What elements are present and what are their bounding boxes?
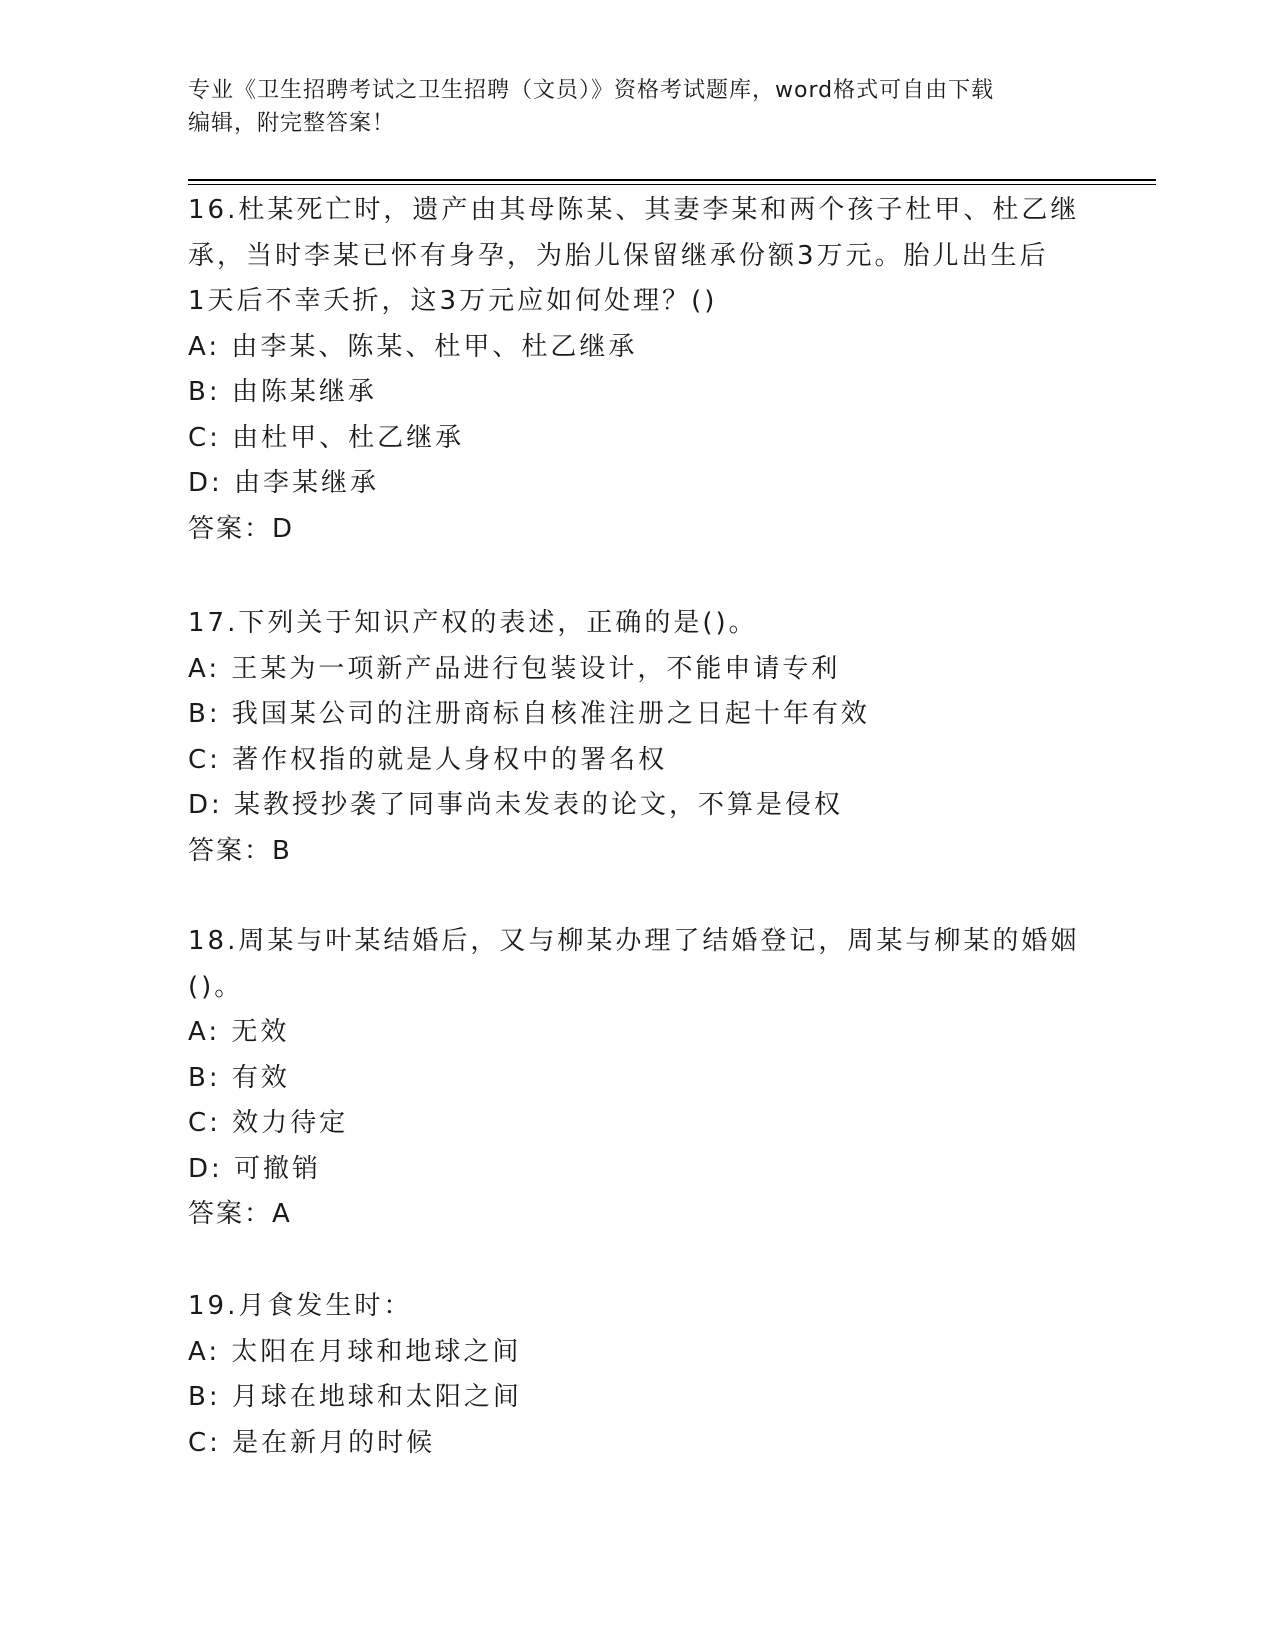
question-text-line: ()。 (188, 971, 244, 1002)
header-divider-thick (188, 179, 1156, 181)
option-c: C: 是在新月的时候 (188, 1427, 436, 1458)
question-18 (188, 919, 1088, 1238)
option-b: B: 月球在地球和太阳之间 (188, 1382, 522, 1412)
option-b: B: 由陈某继承 (188, 377, 377, 407)
answer-label: 答案：D (188, 513, 295, 544)
option-c: C: 效力待定 (188, 1108, 349, 1138)
document-header (188, 74, 1088, 140)
question-17 (188, 601, 1088, 874)
question-text-line: 18.周某与叶某结婚后，又与柳某办理了结婚登记，周某与柳某的婚姻 (188, 926, 1080, 956)
answer-label: 答案：B (188, 835, 292, 866)
header-divider-thin (188, 184, 1156, 185)
option-d: D: 某教授抄袭了同事尚未发表的论文，不算是侵权 (188, 790, 844, 820)
option-a: A: 无效 (188, 1017, 290, 1047)
header-line-1: 专业《卫生招聘考试之卫生招聘（文员）》资格考试题库，word格式可自由下载 (188, 78, 995, 103)
question-19 (188, 1284, 1088, 1466)
option-b: B: 我国某公司的注册商标自核准注册之日起十年有效 (188, 699, 870, 729)
question-text-line: 17.下列关于知识产权的表述，正确的是()。 (188, 608, 758, 638)
question-text-line: 16.杜某死亡时，遗产由其母陈某、其妻李某和两个孩子杜甲、杜乙继 (188, 195, 1080, 225)
option-c: C: 由杜甲、杜乙继承 (188, 422, 465, 453)
option-d: D: 由李某继承 (188, 468, 380, 498)
question-text-line: 1天后不幸夭折，这3万元应如何处理？() (188, 286, 718, 316)
answer-label: 答案：A (188, 1199, 292, 1229)
question-text-line: 19.月食发生时： (188, 1291, 413, 1321)
option-a: A: 太阳在月球和地球之间 (188, 1336, 522, 1367)
question-text-line: 承，当时李某已怀有身孕，为胎儿保留继承份额3万元。胎儿出生后 (188, 240, 1049, 271)
option-a: A: 王某为一项新产品进行包装设计，不能申请专利 (188, 653, 841, 684)
header-line-2: 编辑，附完整答案！ (188, 111, 396, 136)
option-d: D: 可撤销 (188, 1153, 322, 1184)
option-c: C: 著作权指的就是人身权中的署名权 (188, 744, 668, 775)
question-16 (188, 188, 1088, 552)
option-b: B: 有效 (188, 1062, 290, 1093)
option-a: A: 由李某、陈某、杜甲、杜乙继承 (188, 331, 638, 362)
